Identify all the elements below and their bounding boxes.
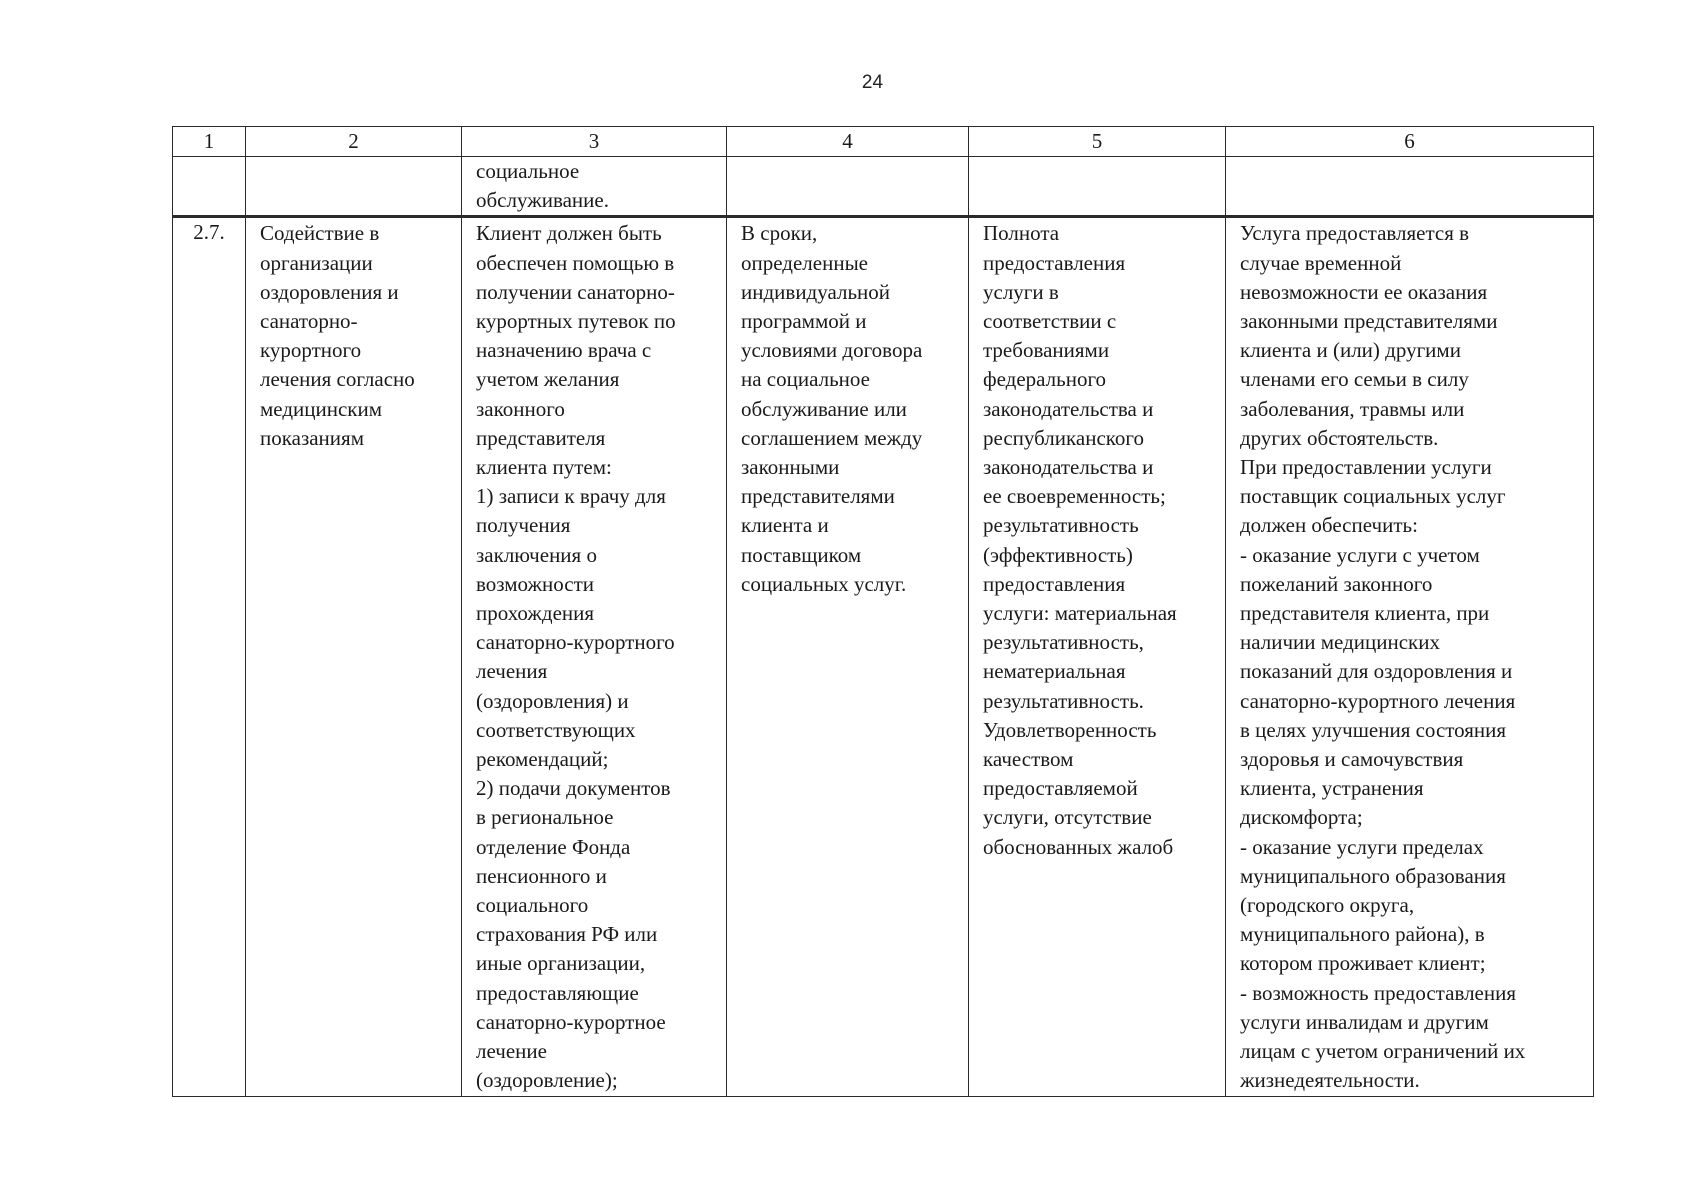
column-header: 3 [462,127,727,157]
text-line: учетом желания [476,367,620,392]
text-line: показаниям [260,425,364,450]
text-line: - оказание услуги с учетом [1240,542,1480,567]
text-line: получения [476,513,571,538]
text-line: При предоставлении услуги [1240,455,1492,480]
text-line: результативность. [983,688,1144,713]
continuation-row [173,157,1594,217]
text-line: услуги, отсутствие [983,805,1152,830]
service-name [260,219,447,453]
column-header: 2 [246,127,462,157]
table-cell [462,217,727,1096]
text-line: представителя [476,425,606,450]
table-cell [1226,157,1594,217]
text-line: социального [476,893,589,918]
text-line: 2) подачи документов [476,776,671,801]
text-line: социальное [476,159,580,183]
text-line: Клиент должен быть [476,221,662,246]
text-line: назначению врача с [476,338,652,363]
text-line: законными [741,455,840,480]
text-line: муниципального района), в [1240,922,1485,947]
text-line: результативность, [983,630,1144,655]
text-line: отделение Фонда [476,834,631,859]
text-line: услуги инвалидам и другим [1240,1009,1489,1034]
text-line: (городского округа, [1240,893,1415,918]
text-line: прохождения [476,601,595,626]
text-line: законными представителями [1240,309,1498,334]
text-line: Содействие в [260,221,380,246]
text-line: страхования РФ или [476,922,658,947]
text-line: санаторно-курортное [476,1009,666,1034]
continuation-text [476,157,712,215]
text-line: социальных услуг. [741,571,907,596]
table-cell [246,217,462,1096]
text-line: услуги: материальная [983,601,1177,626]
text-line: клиента, устранения [1240,776,1424,801]
text-line: лечения согласно [260,367,415,392]
text-line: организации [260,250,373,275]
text-line: показаний для оздоровления и [1240,659,1513,684]
text-line: должен обеспечить: [1240,513,1418,538]
text-line: санаторно-курортного лечения [1240,688,1516,713]
table-cell [969,157,1226,217]
text-line: санаторно- [260,309,358,334]
text-line: пенсионного и [476,863,607,888]
text-line: - возможность предоставления [1240,980,1517,1005]
text-line: предоставления [983,571,1126,596]
text-line: законодательства и [983,396,1154,421]
text-line: определенные [741,250,868,275]
text-line: соглашением между [741,425,923,450]
text-line: клиента и (или) другими [1240,338,1461,363]
text-line: требованиями [983,338,1110,363]
text-line: муниципального образования [1240,863,1506,888]
text-line: индивидуальной [741,279,890,304]
text-line: в региональное [476,805,614,830]
text-line: возможности [476,571,595,596]
text-line: членами его семьи в силу [1240,367,1469,392]
text-line: условиями договора [741,338,923,363]
text-line: санаторно-курортного [476,630,675,655]
text-line: Услуга предоставляется в [1240,221,1470,246]
text-line: законного [476,396,565,421]
column-header: 5 [969,127,1226,157]
text-line: получении санаторно- [476,279,675,304]
text-line: пожеланий законного [1240,571,1433,596]
text-line: лицам с учетом ограничений их [1240,1039,1526,1064]
text-line: курортного [260,338,362,363]
text-line: клиента и [741,513,829,538]
page-number: 24 [861,72,884,93]
service-description [476,219,712,1095]
text-line: соответствующих [476,717,636,742]
text-line: представителями [741,484,895,509]
text-line: нематериальная [983,659,1126,684]
text-line: поставщик социальных услуг [1240,484,1506,509]
text-line: (эффективность) [983,542,1133,567]
column-header: 4 [727,127,969,157]
text-line: Полнота [983,221,1060,246]
text-line: других обстоятельств. [1240,425,1439,450]
table-cell [969,217,1226,1096]
text-line: федерального [983,367,1107,392]
text-line: случае временной [1240,250,1402,275]
text-line: клиента путем: [476,455,612,480]
table-header-row [173,127,1594,157]
service-terms [741,219,954,599]
text-line: качеством [983,747,1074,772]
text-line: иные организации, [476,951,646,976]
quality-indicators [983,219,1211,861]
text-line: предоставления [983,250,1126,275]
text-line: предоставляемой [983,776,1138,801]
text-line: обслуживание или [741,396,907,421]
text-line: котором проживает клиент; [1240,951,1486,976]
text-line: обеспечен помощью в [476,250,675,275]
table-cell [173,157,246,217]
text-line: лечение [476,1039,547,1064]
text-line: - оказание услуги пределах [1240,834,1484,859]
text-line: невозможности ее оказания [1240,279,1488,304]
text-line: курортных путевок по [476,309,676,334]
text-line: программой и [741,309,867,334]
text-line: результативность [983,513,1139,538]
text-line: предоставляющие [476,980,639,1005]
text-line: на социальное [741,367,870,392]
text-line: дискомфорта; [1240,805,1363,830]
text-line: заболевания, травмы или [1240,396,1465,421]
table-cell [462,157,727,217]
text-line: соответствии с [983,309,1117,334]
row-number: 2.7. [173,217,246,1096]
text-line: заключения о [476,542,597,567]
text-line: обоснованных жалоб [983,834,1174,859]
text-line: в целях улучшения состояния [1240,717,1507,742]
text-line: наличии медицинских [1240,630,1440,655]
text-line: лечения [476,659,548,684]
service-conditions [1240,219,1579,1095]
text-line: медицинским [260,396,383,421]
text-line: представителя клиента, при [1240,601,1490,626]
text-line: услуги в [983,279,1059,304]
text-line: (оздоровление); [476,1068,618,1093]
text-line: (оздоровления) и [476,688,629,713]
text-line: жизнедеятельности. [1240,1068,1420,1093]
text-line: Удовлетворенность [983,717,1157,742]
text-line: поставщиком [741,542,862,567]
text-line: республиканского [983,425,1144,450]
text-line: ее своевременность; [983,484,1166,509]
text-line: оздоровления и [260,279,399,304]
services-table [172,126,1594,1097]
text-line: В сроки, [741,221,818,246]
text-line: обслуживание. [476,188,609,213]
text-line: законодательства и [983,455,1154,480]
table-cell [1226,217,1594,1096]
column-header: 6 [1226,127,1594,157]
column-header: 1 [173,127,246,157]
table-cell [727,217,969,1096]
text-line: здоровья и самочувствия [1240,747,1464,772]
table-row [173,217,1594,1096]
table-cell [246,157,462,217]
text-line: 1) записи к врачу для [476,484,666,509]
text-line: рекомендаций; [476,747,609,772]
table-cell [727,157,969,217]
